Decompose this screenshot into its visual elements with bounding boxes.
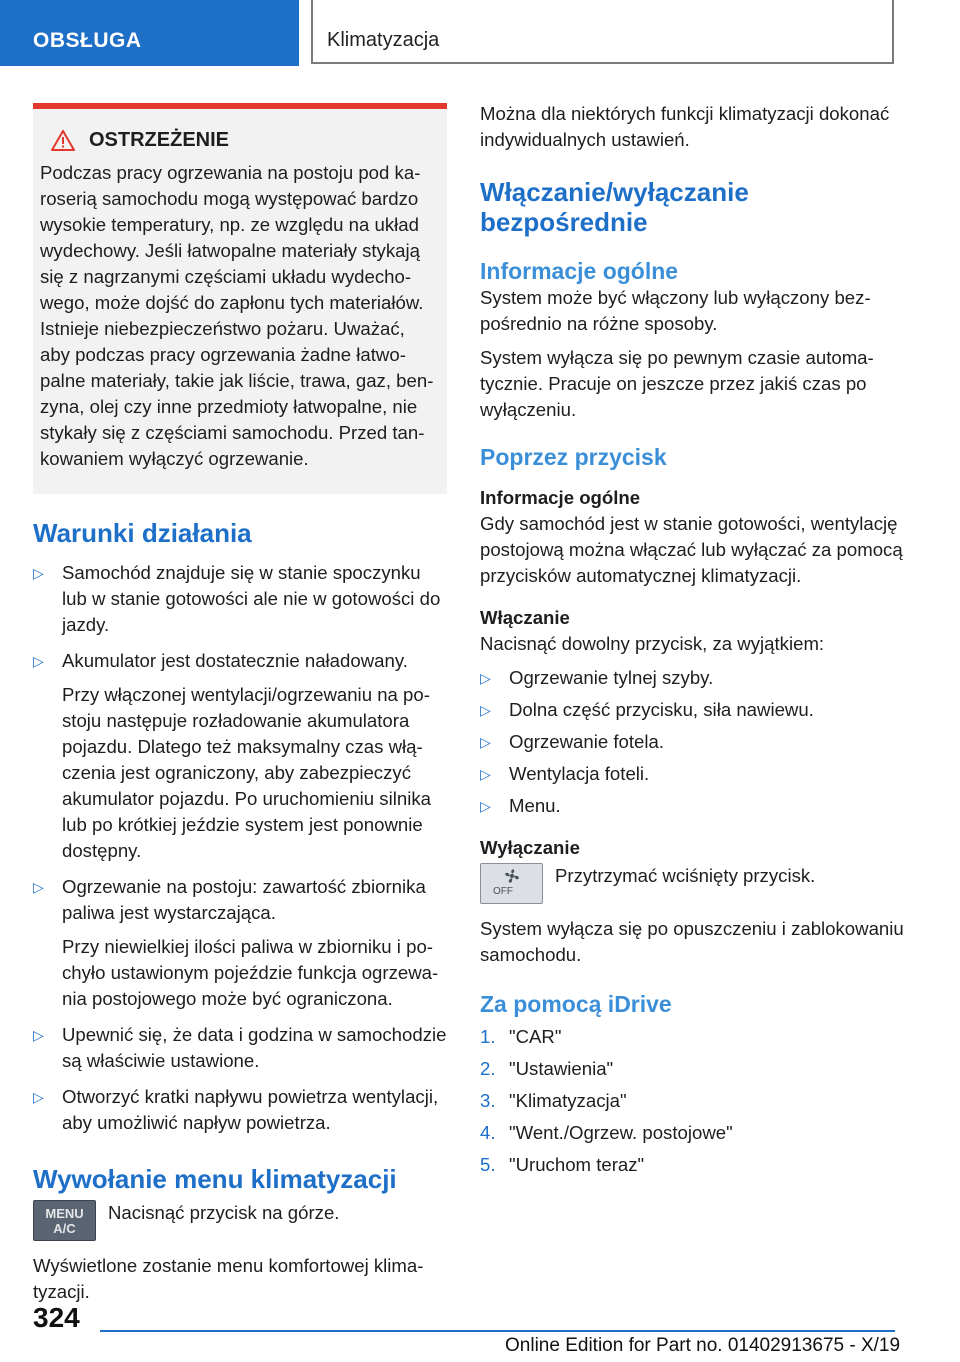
warning-header — [51, 129, 437, 152]
item-text: Upewnić się, że data i godzina w samochodzie są właściwie ustawione. — [62, 1024, 447, 1071]
item-text: Wentylacja foteli. — [509, 763, 650, 784]
idrive-heading: Za pomocą iDrive — [480, 991, 672, 1017]
warning-text: Podczas pracy ogrzewania na postoju pod karoserią samochodu mogą występować bardzo wysokie temperatury, np. ze względu na układ wydechowy. Jeśli łatwopalne materiały stykają się z nagrzanymi częściami układu wydechowego, może dojść do zapłonu tych materiałów. Istnieje niebezpieczeństwo pożaru. Uważać, aby podczas pracy ogrzewania żadne łatwopalne materiały, takie jak liście, trawa, gaz, benzyna, olej czy inne przedmioty łatwopalne, nie stykały się z częściami samochodu. Przed tankowaniem wyłączyć ogrzewanie. — [40, 162, 434, 469]
list-item — [480, 665, 910, 691]
item-text: Menu. — [509, 795, 561, 816]
list-item — [33, 1084, 447, 1136]
step-number: 4. — [480, 1122, 496, 1143]
off-instruction: Przytrzymać wciśnięty przycisk. — [555, 865, 816, 886]
list-item — [33, 560, 447, 638]
list-item — [33, 1022, 447, 1074]
menu-ac-button-icon — [33, 1200, 96, 1241]
step-number: 1. — [480, 1026, 496, 1047]
list-item — [480, 697, 910, 723]
off-label: OFF — [493, 886, 513, 897]
off-heading: Wyłączanie — [480, 837, 580, 858]
triangle-bullet-icon: ▷ — [480, 766, 491, 782]
list-item — [480, 1088, 910, 1114]
warning-box — [33, 103, 447, 494]
on-exceptions-list — [480, 665, 910, 819]
direct-heading: Włączanie/wyłączanie bezpośrednie — [480, 177, 749, 237]
triangle-bullet-icon: ▷ — [33, 1027, 44, 1043]
triangle-bullet-icon: ▷ — [480, 734, 491, 750]
off-after: System wyłącza się po opuszczeniu i zablokowaniu samochodu. — [480, 918, 904, 965]
step-number: 5. — [480, 1154, 496, 1175]
section-label: OBSŁUGA — [33, 29, 142, 52]
button-heading: Poprzez przycisk — [480, 444, 667, 470]
step-number: 2. — [480, 1058, 496, 1079]
item-subtext: Przy niewielkiej ilości paliwa w zbiorniku i pochyło ustawionym pojeździe funkcja ogrzewania postojowego może być ograniczona. — [62, 936, 439, 1009]
item-text: "Ustawienia" — [509, 1058, 614, 1079]
list-item — [480, 793, 910, 819]
item-text: "Klimatyzacja" — [509, 1090, 627, 1111]
menu-instruction: Nacisnąć przycisk na górze. — [108, 1202, 340, 1223]
triangle-bullet-icon: ▷ — [33, 1089, 44, 1105]
button-line: A/C — [53, 1221, 76, 1236]
on-text: Nacisnąć dowolny przycisk, za wyjątkiem: — [480, 633, 825, 654]
general-heading: Informacje ogólne — [480, 258, 679, 284]
general-p2: System wyłącza się po pewnym czasie automatycznie. Pracuje on jeszcze przez jakiś czas po wyłączeniu. — [480, 347, 874, 420]
triangle-bullet-icon: ▷ — [480, 702, 491, 718]
conditions-list — [33, 560, 447, 1136]
list-item — [33, 648, 447, 864]
item-text: Otworzyć kratki napływu powietrza wentylacji, aby umożliwić napływ powietrza. — [62, 1086, 439, 1133]
item-text: Ogrzewanie na postoju: zawartość zbiornika paliwa jest wystarczająca. — [62, 876, 426, 923]
step-number: 3. — [480, 1090, 496, 1111]
warning-triangle-icon — [51, 130, 75, 151]
button-line: MENU — [45, 1206, 84, 1221]
fan-off-button-icon — [480, 863, 543, 904]
page-number: 324 — [33, 1302, 80, 1333]
edition-note: Online Edition for Part no. 01402913675 - X/19 — [505, 1335, 901, 1356]
off-button-row — [480, 863, 910, 904]
triangle-bullet-icon: ▷ — [33, 879, 44, 895]
conditions-heading: Warunki działania — [33, 518, 252, 548]
intro-text: Można dla niektórych funkcji klimatyzacji dokonać indywidualnych ustawień. — [480, 103, 890, 150]
triangle-bullet-icon: ▷ — [33, 653, 44, 669]
chapter-label: Klimatyzacja — [327, 29, 440, 51]
left-column — [33, 103, 447, 1305]
fan-icon — [501, 867, 523, 885]
item-text: Ogrzewanie tylnej szyby. — [509, 667, 714, 688]
list-item — [33, 874, 447, 1012]
warning-title: OSTRZEŻENIE — [89, 129, 230, 151]
item-text: Samochód znajduje się w stanie spoczynku lub w stanie gotowości ale nie w gotowości do jazdy. — [62, 562, 441, 635]
triangle-bullet-icon: ▷ — [480, 670, 491, 686]
item-text: "Uruchom teraz" — [509, 1154, 645, 1175]
idrive-steps — [480, 1024, 910, 1178]
menu-after: Wyświetlone zostanie menu komfortowej klimatyzacji. — [33, 1255, 424, 1302]
list-item — [480, 761, 910, 787]
list-item — [480, 1056, 910, 1082]
triangle-bullet-icon: ▷ — [33, 565, 44, 581]
list-item — [480, 1152, 910, 1178]
list-item — [480, 1120, 910, 1146]
general-p1: System może być włączony lub wyłączony bezpośrednio na różne sposoby. — [480, 287, 871, 334]
menu-button-row — [33, 1200, 447, 1241]
item-text: Akumulator jest dostatecznie naładowany. — [62, 650, 408, 671]
chapter-box — [311, 0, 894, 64]
footer-divider — [100, 1330, 895, 1332]
list-item — [480, 1024, 910, 1050]
list-item — [480, 729, 910, 755]
item-text: Dolna część przycisku, siła nawiewu. — [509, 699, 814, 720]
item-text: "CAR" — [509, 1026, 562, 1047]
on-heading: Włączanie — [480, 607, 570, 628]
item-text: "Went./Ogrzew. postojowe" — [509, 1122, 733, 1143]
menu-heading: Wywołanie menu klimatyzacji — [33, 1164, 397, 1194]
item-subtext: Przy włączonej wentylacji/ogrzewaniu na postoju następuje rozładowanie akumulatora pojazdu. Dlatego też maksymalny czas włączenia jest ograniczony, aby zabezpieczyć akumulator pojazdu. Po uruchomieniu silnika lub po krótkiej jeździe system jest ponownie dostępny. — [62, 684, 431, 861]
right-column — [480, 101, 910, 1184]
triangle-bullet-icon: ▷ — [480, 798, 491, 814]
button-general-heading: Informacje ogólne — [480, 487, 641, 508]
button-general-text: Gdy samochód jest w stanie gotowości, wentylację postojową można włączać lub wyłączać za pomocą przycisków automatycznej klimatyzacji. — [480, 513, 903, 586]
item-text: Ogrzewanie fotela. — [509, 731, 665, 752]
section-tab — [0, 0, 299, 66]
